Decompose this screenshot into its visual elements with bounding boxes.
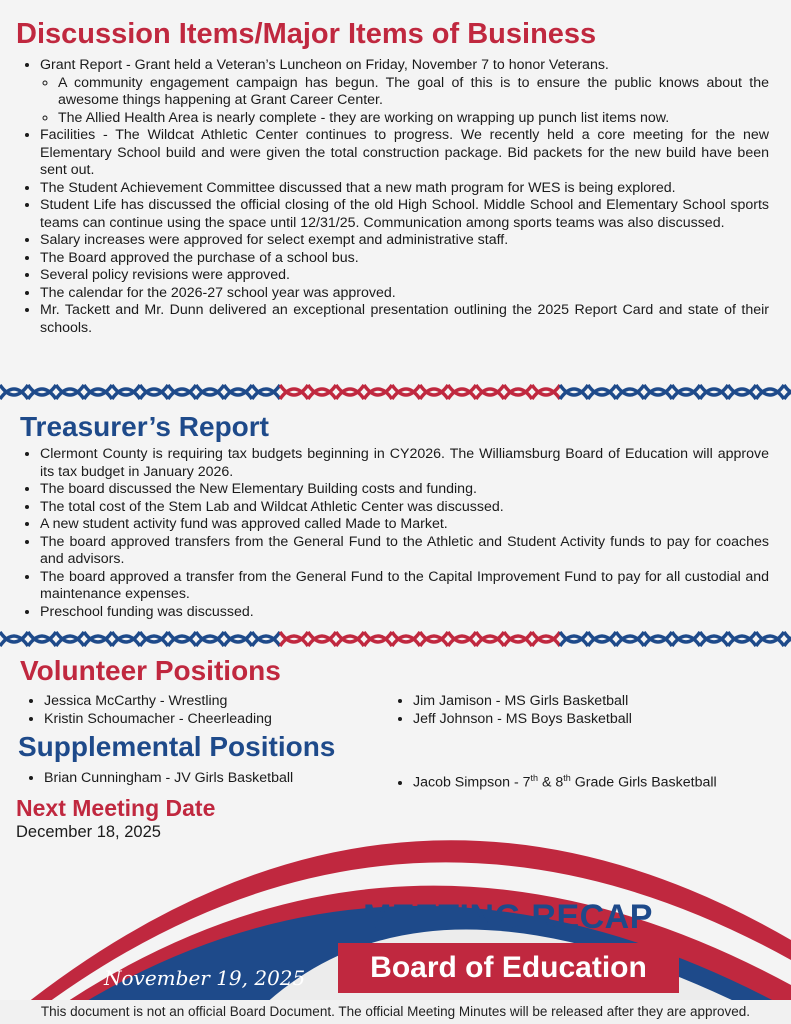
volunteer-right-list (395, 692, 632, 728)
list-item: • Jessica McCarthy - Wrestling (44, 692, 272, 710)
supplemental-heading: Supplemental Positions (18, 731, 336, 762)
list-item: • The Board approved the purchase of a school bus. (40, 250, 769, 268)
list-item: • Salary increases were approved for select exempt and administrative staff. (40, 232, 769, 250)
list-item: • The total cost of the Stem Lab and Wildcat Athletic Center was discussed. (40, 499, 769, 517)
list-item: • Student Life has discussed the official closing of the old High School. Middle School and Elementary School sports teams can continue using the space until 12/31/25. Communication among sports teams was also discussed. (40, 197, 769, 232)
list-item: • The board approved transfers from the General Fund to the Athletic and Student Activity funds to pay for coaches and advisors. (40, 534, 769, 569)
list-item: • Clermont County is requiring tax budgets beginning in CY2026. The Williamsburg Board of Education will approve its tax budget in January 2026. (40, 446, 769, 481)
next-meeting-heading: Next Meeting Date (16, 795, 216, 821)
sub-list-item: ◦ A community engagement campaign has begun. The goal of this is to ensure the public knows about the awesome things happening at Grant Career Center. (58, 75, 769, 110)
list-item: • The Student Achievement Committee discussed that a new math program for WES is being explored. (40, 180, 769, 198)
treasurer-heading: Treasurer’s Report (20, 411, 269, 442)
chain-divider (0, 379, 791, 405)
list-item: • Kristin Schoumacher - Cheerleading (44, 710, 272, 728)
meeting-date: November 19, 2025 (104, 966, 306, 990)
sub-list (40, 75, 769, 128)
list-item-text: Jacob Simpson - 7 (413, 774, 531, 791)
sub-list-item: ◦ The Allied Health Area is nearly complete - they are working on wrapping up punch list items now. (58, 110, 769, 128)
treasurer-list (22, 446, 769, 621)
list-item-text: Grant Report - Grant held a Veteran’s Luncheon on Friday, November 7 to honor Veterans. (40, 57, 609, 73)
list-item: • Brian Cunningham - JV Girls Basketball (44, 769, 293, 787)
superscript: th (563, 773, 571, 783)
superscript: th (530, 773, 539, 783)
next-meeting-date: December 18, 2025 (16, 823, 161, 841)
list-item: • The board discussed the New Elementary Building costs and funding. (40, 481, 769, 499)
footer-disclaimer: This document is not an official Board Document. The official Meeting Minutes will be released after they are approved. (0, 1000, 791, 1024)
list-item: • Several policy revisions were approved. (40, 267, 769, 285)
list-item: • The board approved a transfer from the General Fund to the Capital Improvement Fund to pay for all custodial and maintenance expenses. (40, 569, 769, 604)
list-item: • Facilities - The Wildcat Athletic Center continues to progress. We recently held a core meeting for the new Elementary School build and were given the total construction package. Bid packets for the new build have been sent out. (40, 127, 769, 180)
list-item (40, 57, 769, 127)
banner-subtitle: Board of Education (338, 943, 679, 993)
volunteer-heading: Volunteer Positions (20, 655, 281, 686)
list-item: • Preschool funding was discussed. (40, 604, 769, 622)
discussion-list (22, 57, 769, 337)
list-item: • Jeff Johnson - MS Boys Basketball (413, 710, 632, 728)
volunteer-left-list (26, 692, 272, 728)
banner-title: MEETING RECAP (363, 898, 653, 936)
discussion-heading: Discussion Items/Major Items of Business (16, 18, 597, 50)
chain-divider (0, 626, 791, 652)
list-item: • The calendar for the 2026-27 school year was approved. (40, 285, 769, 303)
list-item: • Jim Jamison - MS Girls Basketball (413, 692, 632, 710)
list-item: • A new student activity fund was approved called Made to Market. (40, 516, 769, 534)
list-item-text: Grade Girls Basketball (570, 774, 717, 791)
list-item: • Mr. Tackett and Mr. Dunn delivered an exceptional presentation outlining the 2025 Report Card and state of their schools. (40, 302, 769, 337)
list-item-text: & 8 (538, 774, 564, 791)
